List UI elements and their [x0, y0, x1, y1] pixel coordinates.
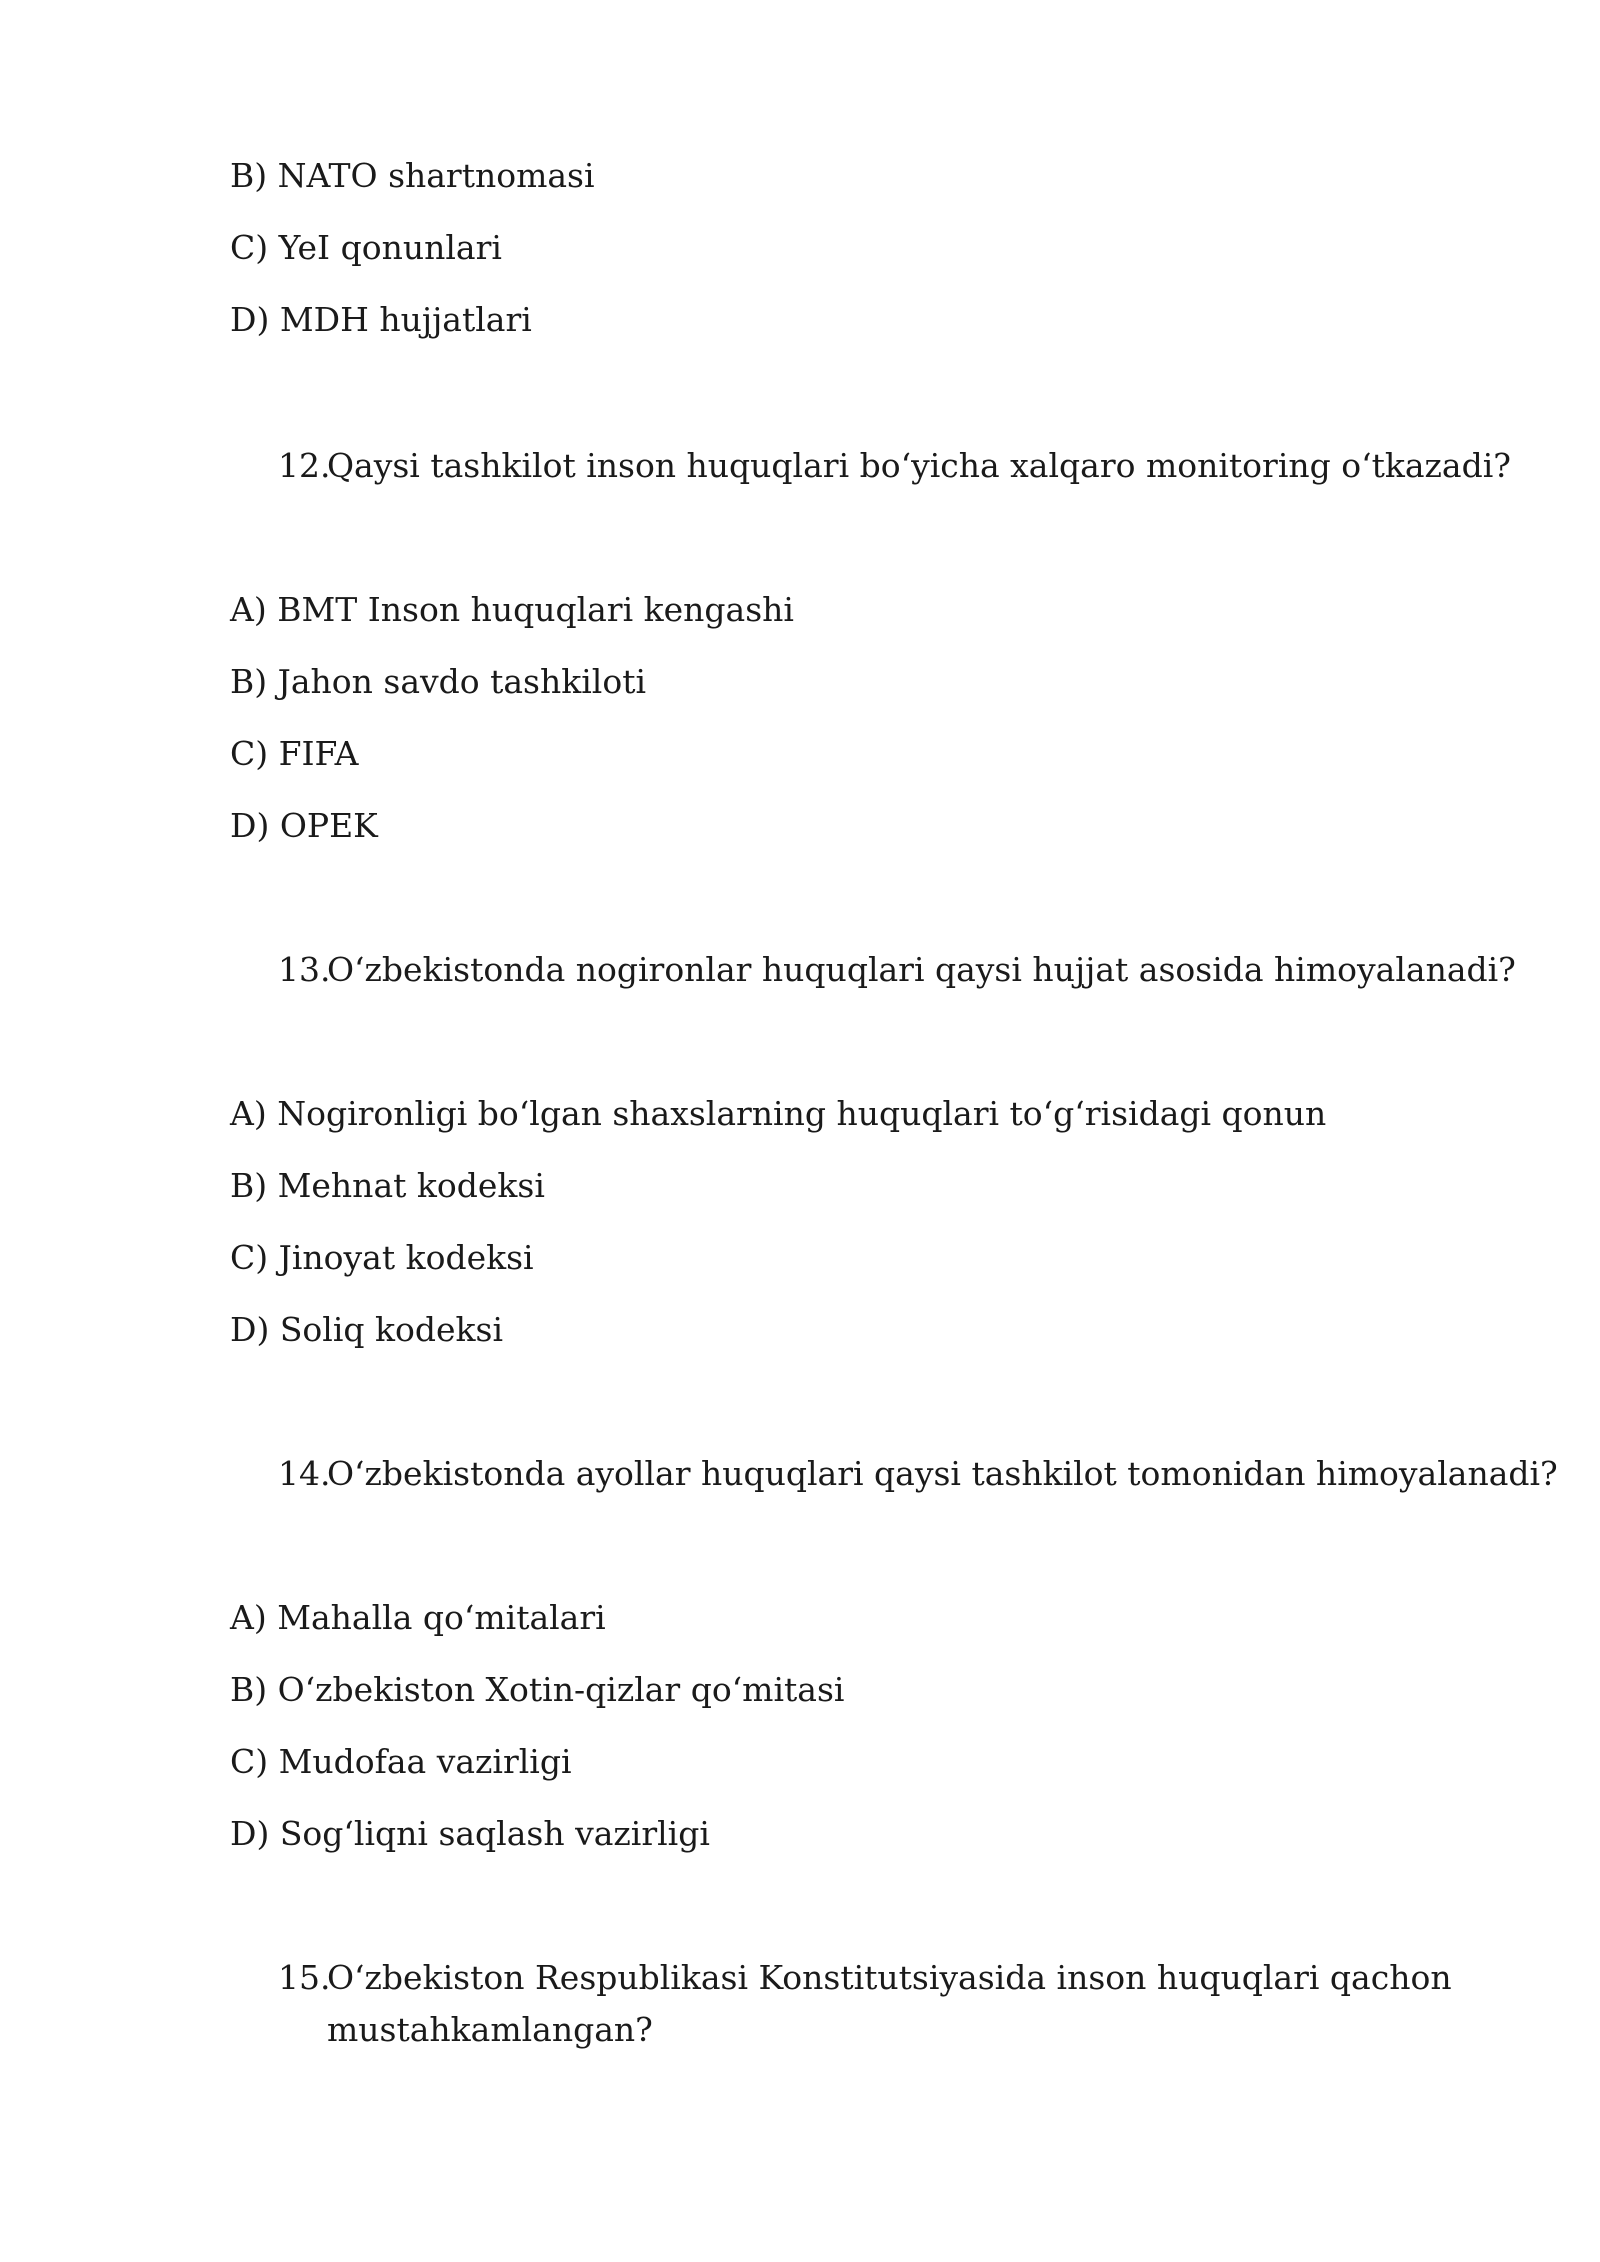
question-13-option-d: D) Soliq kodeksi — [230, 1310, 504, 1349]
question-15-number: 15. — [278, 1958, 331, 1997]
question-14-option-a: A) Mahalla qo‘mitalari — [230, 1598, 606, 1637]
question-13-text: O‘zbekistonda nogironlar huquqlari qaysi hujjat asosida himoyalanadi? — [327, 950, 1516, 989]
question-14-option-d: D) Sog‘liqni saqlash vazirligi — [230, 1814, 710, 1853]
question-12-number: 12. — [278, 446, 331, 485]
question-14-number: 14. — [278, 1454, 331, 1493]
question-13-option-b: B) Mehnat kodeksi — [230, 1166, 545, 1205]
question-12-option-d: D) OPEK — [230, 806, 378, 845]
question-12-text: Qaysi tashkilot inson huquqlari bo‘yicha xalqaro monitoring o‘tkazadi? — [327, 446, 1511, 485]
question-12-option-b: B) Jahon savdo tashkiloti — [230, 662, 647, 701]
option-prev-d: D) MDH hujjatlari — [230, 300, 532, 339]
question-13-number: 13. — [278, 950, 331, 989]
question-12-option-c: C) FIFA — [230, 734, 359, 773]
question-15-text-line1: O‘zbekiston Respublikasi Konstitutsiyasida inson huquqlari qachon — [327, 1958, 1452, 1997]
question-12-option-a: A) BMT Inson huquqlari kengashi — [230, 590, 794, 629]
question-14-text: O‘zbekistonda ayollar huquqlari qaysi tashkilot tomonidan himoyalanadi? — [327, 1454, 1558, 1493]
question-14-option-c: C) Mudofaa vazirligi — [230, 1742, 572, 1781]
question-14-option-b: B) O‘zbekiston Xotin-qizlar qo‘mitasi — [230, 1670, 845, 1709]
question-13-option-a: A) Nogironligi bo‘lgan shaxslarning huquqlari to‘g‘risidagi qonun — [230, 1094, 1327, 1133]
question-15-text-line2: mustahkamlangan? — [327, 2010, 653, 2049]
option-prev-c: C) YeI qonunlari — [230, 228, 502, 267]
option-prev-b: B) NATO shartnomasi — [230, 156, 595, 195]
question-13-option-c: C) Jinoyat kodeksi — [230, 1238, 534, 1277]
